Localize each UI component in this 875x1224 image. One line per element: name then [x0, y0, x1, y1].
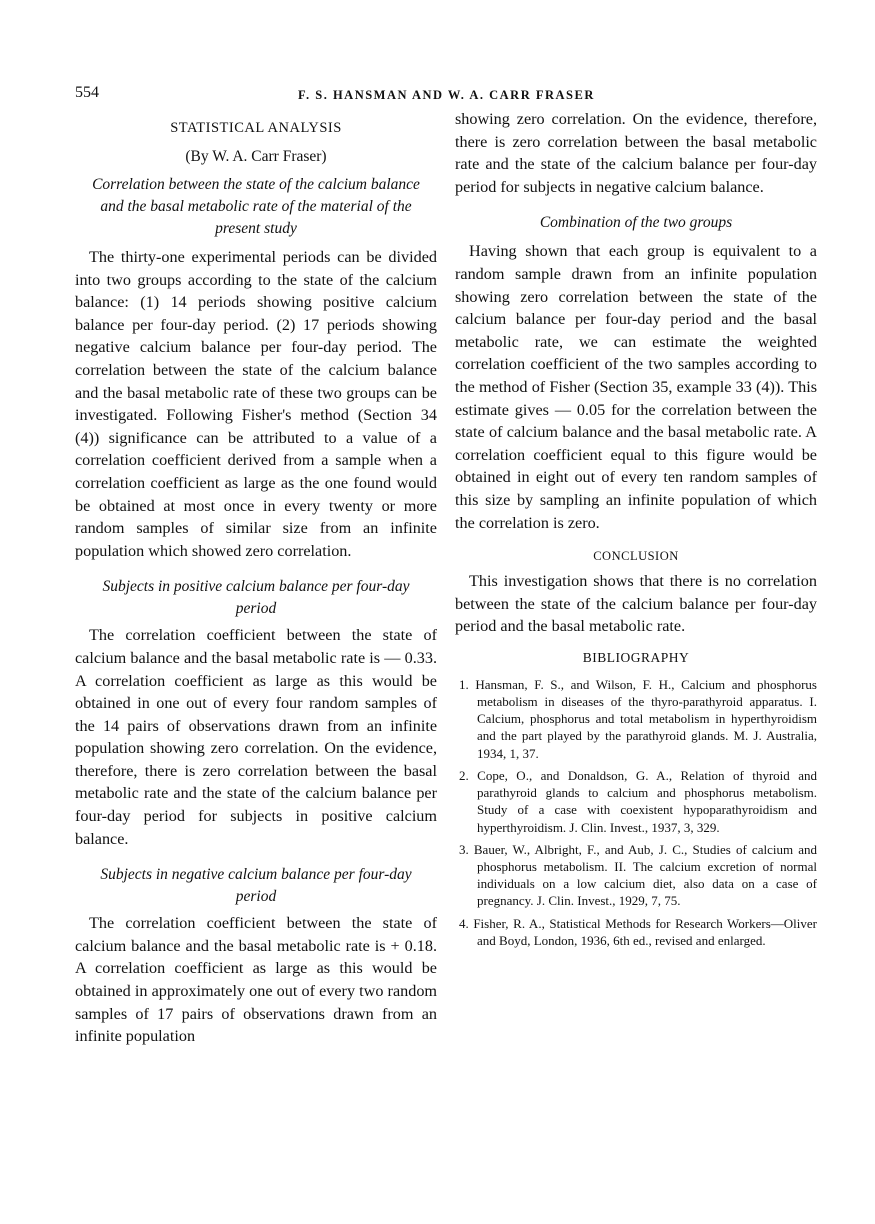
running-head: F. S. HANSMAN AND W. A. CARR FRASER — [298, 88, 595, 102]
subheading: Subjects in negative calcium balance per four-day period — [100, 866, 412, 906]
page-number: 554 — [75, 84, 99, 101]
subheading: Combination of the two groups — [539, 214, 733, 232]
paragraph: The thirty-one experimental periods can be divided into two groups according to the state of the calcium balance: (1) 14 periods showing positive calcium balance per four-day period. (2) 17 periods showing negative calcium balance per four-day period. The correlation between the state of the calcium balance and the basal metabolic rate of these two groups can be investigated. Following Fisher's method (Section 34 (4)) significance can be attributed to a value of a correlation coefficient derived from a sample when a correlation coefficient as large as the one found would be obtained at most once in every twenty or more random samples of similar size from an infinite population which showed zero correlation. — [75, 248, 437, 560]
paragraph: This investigation shows that there is no correlation between the state of the calcium balance per four-day period and the basal metabolic rate. — [455, 572, 817, 636]
byline: (By W. A. Carr Fraser) — [185, 148, 327, 165]
paragraph: The correlation coefficient between the state of calcium balance and the basal metabolic rate is + 0.18. A correlation coefficient as large as this would be obtained in approximately one out of every two random samples of 17 pairs of observations drawn from an infinite population — [75, 914, 437, 1046]
reference-item: 1. Hansman, F. S., and Wilson, F. H., Calcium and phosphorus metabolism in diseases of the thyro-parathyroid apparatus. I. Calcium, phosphorus and total metabolism in hyperthyroidism and the part played by the parathyroid glands. M. J. Australia, 1934, 1, 37. — [459, 676, 817, 761]
reference-list — [455, 676, 817, 954]
reference-item: 3. Bauer, W., Albright, F., and Aub, J. C., Studies of calcium and phosphorus metabolism. II. The calcium excretion of normal individuals on a low calcium diet, also data on a case of pregnancy. J. Clin. Invest., 1929, 7, 75. — [459, 841, 817, 909]
paragraph: Having shown that each group is equivalent to a random sample drawn from an infinite population showing zero correlation between the state of the calcium balance per four-day period and the basal metabolic rate, we can estimate the weighted correlation coefficient of the two samples according to the method of Fisher (Section 35, example 33 (4)). This estimate gives — 0.05 for the correlation between the state of calcium balance and the basal metabolic rate. A correlation coefficient equal to this figure would be obtained in eight out of every ten random samples of this size by sampling an infinite population of which the correlation is zero. — [455, 242, 817, 532]
subheading: Correlation between the state of the calcium balance and the basal metabolic rate of the material of the present study — [92, 176, 420, 237]
paragraph: The correlation coefficient between the state of calcium balance and the basal metabolic rate is — 0.33. A correlation coefficient as large as this would be obtained in one out of every four random samples of the 14 pairs of observations drawn from an infinite population showing zero correlation. On the evidence, therefore, there is zero correlation between the basal metabolic rate and the state of the calcium balance per four-day period for subjects in positive calcium balance. — [75, 626, 437, 848]
conclusion-title: CONCLUSION — [593, 549, 679, 564]
subheading: Subjects in positive calcium balance per four-day period — [102, 578, 410, 618]
section-title: STATISTICAL ANALYSIS — [170, 120, 342, 136]
bibliography-title: BIBLIOGRAPHY — [582, 649, 690, 665]
reference-item: 2. Cope, O., and Donaldson, G. A., Relation of thyroid and parathyroid glands to calcium and phosphorus metabolism. Study of a case with coexistent hypoparathyroidism and hyperthyroidism. J. Clin. Invest., 1937, 3, 329. — [459, 767, 817, 835]
paragraph: showing zero correlation. On the evidence, therefore, there is zero correlation between the basal metabolic rate and the state of the calcium balance per four-day period for subjects in negative calcium balance. — [455, 110, 817, 196]
reference-item: 4. Fisher, R. A., Statistical Methods for Research Workers—Oliver and Boyd, London, 1936, 6th ed., revised and enlarged. — [459, 915, 817, 948]
right-column — [455, 108, 817, 954]
left-column — [75, 118, 437, 1048]
